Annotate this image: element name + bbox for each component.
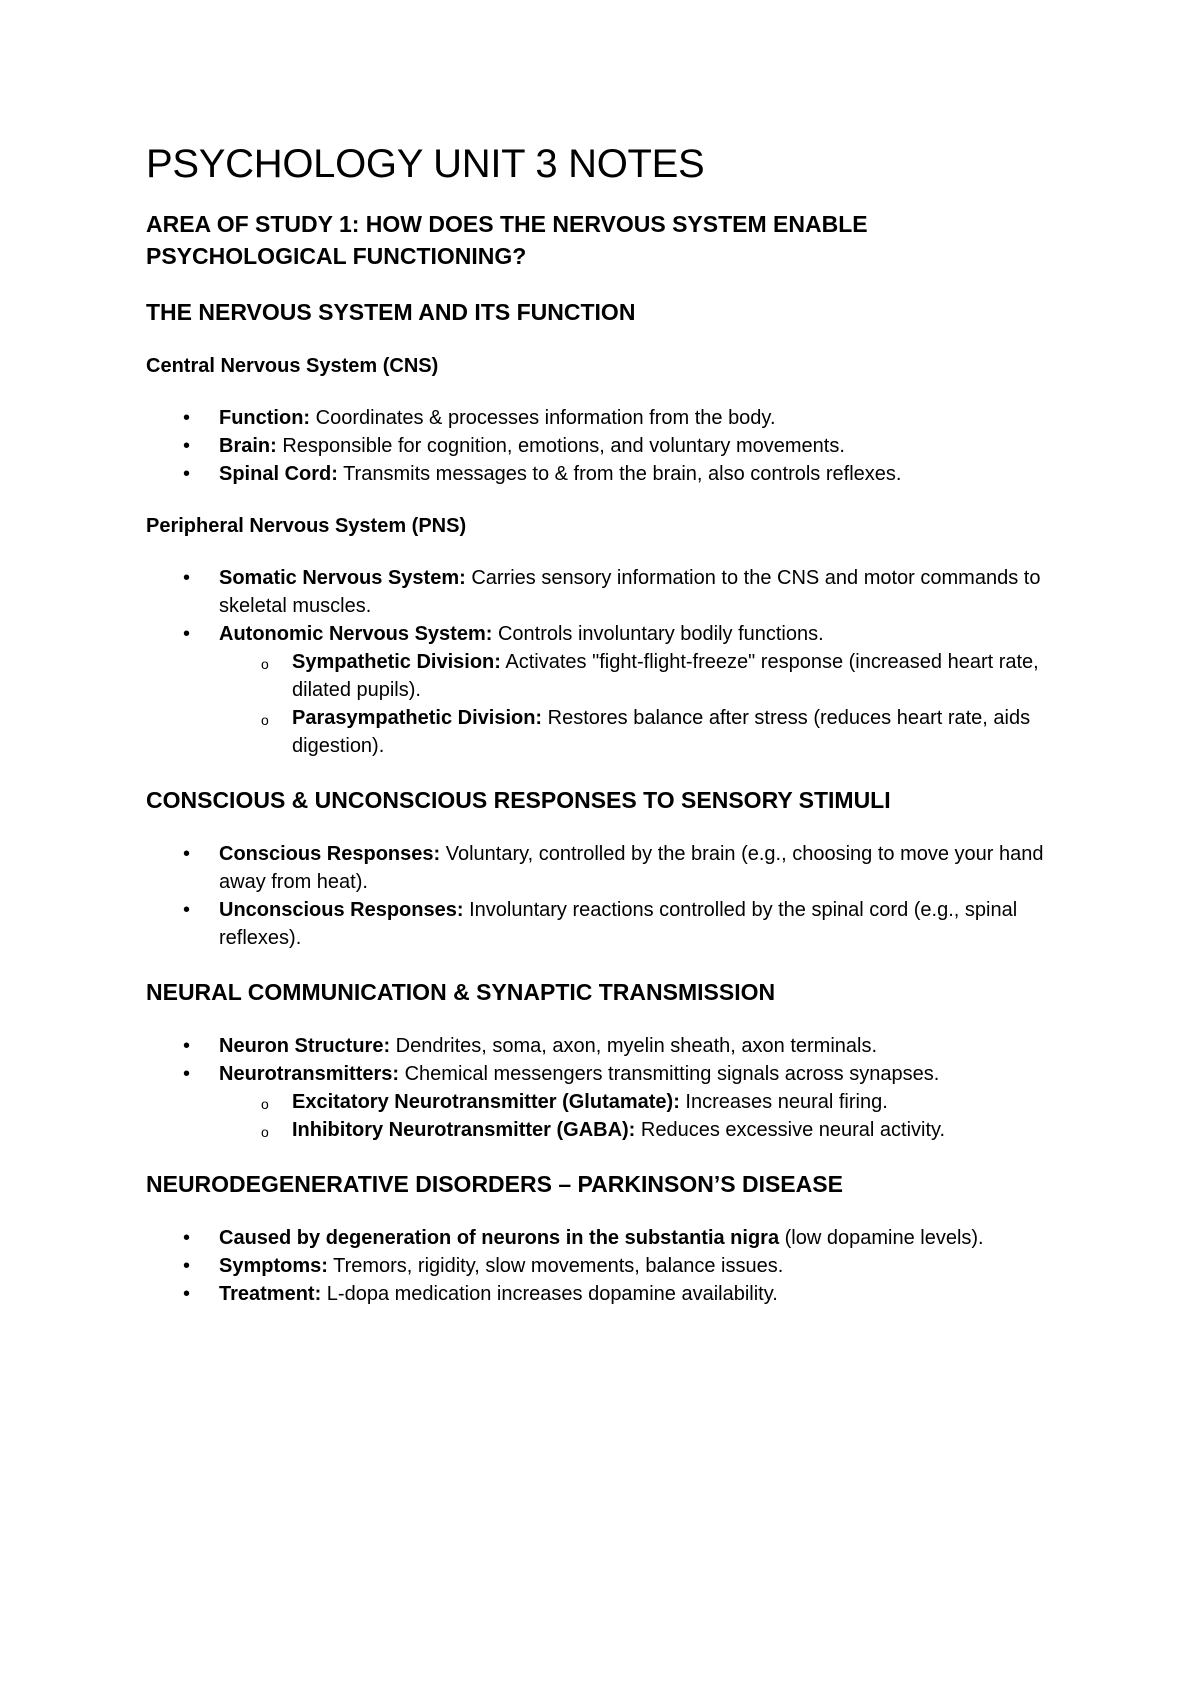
document-title: PSYCHOLOGY UNIT 3 NOTES [146,142,705,186]
item-text: Controls involuntary bodily functions. [492,623,824,645]
item-term: Somatic Nervous System: [219,567,466,589]
section-heading-neural-communication: NEURAL COMMUNICATION & SYNAPTIC TRANSMISSION [146,979,776,1005]
item-term: Sympathetic Division: [292,651,501,673]
item-term: Conscious Responses: [219,843,441,865]
list-item [146,460,1066,488]
item-term: Symptoms: [219,1255,328,1277]
sub-list-item [219,648,1066,704]
list-item [146,1060,1066,1144]
item-term: Unconscious Responses: [219,899,464,921]
item-text: Voluntary, controlled by the brain (e.g., choosing to move your hand away from heat). [219,843,1044,893]
cns-list [146,404,1066,488]
list-item [146,404,1066,432]
item-term: Parasympathetic Division: [292,707,543,729]
responses-list [146,840,1066,952]
item-text: Reduces excessive neural activity. [635,1119,946,1141]
item-text: Carries sensory information to the CNS and motor commands to skeletal muscles. [219,567,1041,617]
parkinsons-list [146,1224,1066,1308]
item-text: Coordinates & processes information from the body. [310,407,776,429]
item-term: Caused by degeneration of neurons in the substantia nigra [219,1227,780,1249]
item-text: Chemical messengers transmitting signals across synapses. [399,1063,940,1085]
list-item [146,1280,1066,1308]
list-item [146,1224,1066,1252]
item-text: Involuntary reactions controlled by the spinal cord (e.g., spinal reflexes). [219,899,1018,949]
subheading-cns: Central Nervous System (CNS) [146,355,439,377]
list-item [146,896,1066,952]
item-text: L-dopa medication increases dopamine availability. [321,1283,778,1305]
item-text: Activates "fight-flight-freeze" response (increased heart rate, dilated pupils). [292,651,1039,701]
list-item [146,840,1066,896]
item-term: Excitatory Neurotransmitter (Glutamate): [292,1091,680,1113]
item-text: Dendrites, soma, axon, myelin sheath, axon terminals. [390,1035,878,1057]
item-text: Restores balance after stress (reduces heart rate, aids digestion). [292,707,1031,757]
list-item [146,564,1066,620]
item-text: Transmits messages to & from the brain, also controls reflexes. [337,463,902,485]
list-item [146,432,1066,460]
section-heading-nervous-system: THE NERVOUS SYSTEM AND ITS FUNCTION [146,299,636,325]
item-term: Brain: [219,435,277,457]
item-text: Responsible for cognition, emotions, and voluntary movements. [276,435,845,457]
item-term: Inhibitory Neurotransmitter (GABA): [292,1119,636,1141]
neural-communication-list [146,1032,1066,1144]
list-item [146,620,1066,760]
list-item [146,1252,1066,1280]
subheading-pns: Peripheral Nervous System (PNS) [146,515,467,537]
item-text: Tremors, rigidity, slow movements, balance issues. [327,1255,784,1277]
item-term: Spinal Cord: [219,463,338,485]
item-term: Neuron Structure: [219,1035,391,1057]
sub-list-item [219,1116,1066,1144]
item-term: Treatment: [219,1283,322,1305]
section-heading-parkinsons: NEURODEGENERATIVE DISORDERS – PARKINSON’S DISEASE [146,1171,843,1197]
sub-list-item [219,1088,1066,1116]
item-text: Increases neural firing. [679,1091,888,1113]
area-of-study-heading: AREA OF STUDY 1: HOW DOES THE NERVOUS SYSTEM ENABLE PSYCHOLOGICAL FUNCTIONING? [146,211,868,269]
pns-list [146,564,1066,760]
item-term: Neurotransmitters: [219,1063,400,1085]
item-term: Function: [219,407,311,429]
document-page [146,140,1066,1332]
autonomic-sublist [219,648,1066,760]
list-item [146,1032,1066,1060]
sub-list-item [219,704,1066,760]
item-text: (low dopamine levels). [779,1227,984,1249]
item-term: Autonomic Nervous System: [219,623,493,645]
neurotransmitter-sublist [219,1088,1066,1144]
section-heading-responses: CONSCIOUS & UNCONSCIOUS RESPONSES TO SENSORY STIMULI [146,787,891,813]
